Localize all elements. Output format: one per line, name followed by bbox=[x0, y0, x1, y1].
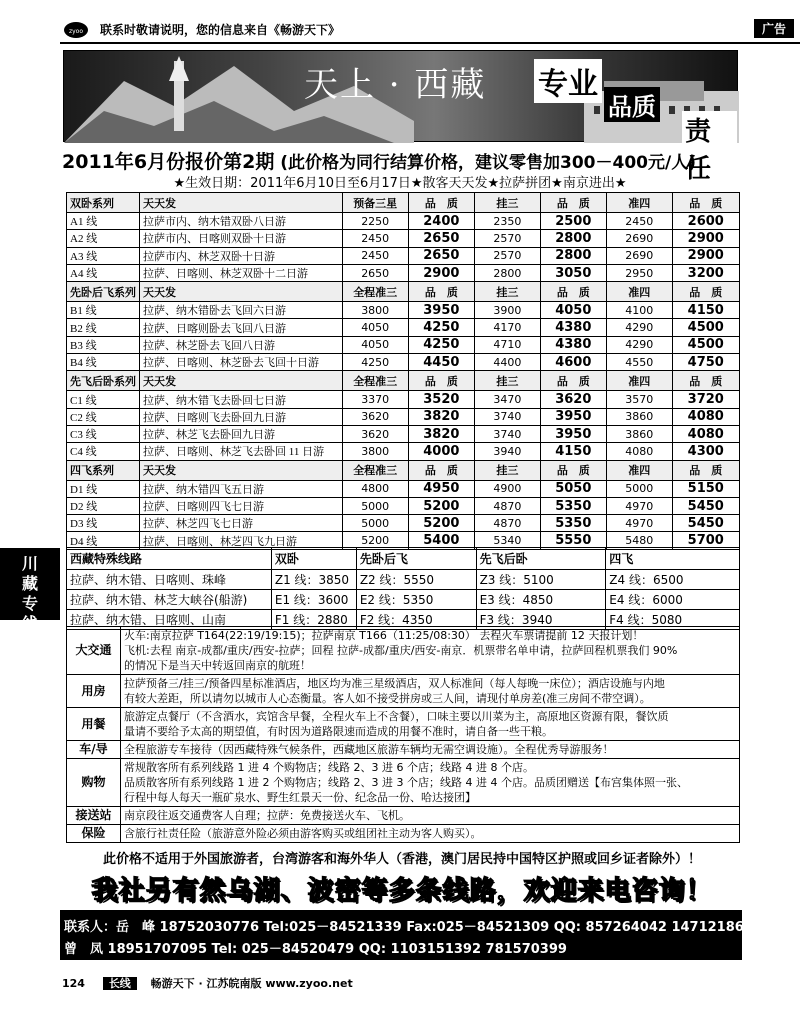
price-cell: 2600 bbox=[672, 213, 739, 230]
info-line: 行程中每人每天一瓶矿泉水、野生红景天一份、纪念品一份、哈达接团】 bbox=[124, 791, 476, 804]
price-cell: 2690 bbox=[607, 230, 672, 247]
price-cell: 4710 bbox=[475, 336, 540, 353]
price-cell: 4970 bbox=[607, 497, 672, 514]
table-header-row bbox=[67, 371, 740, 391]
travel-info-table bbox=[66, 626, 740, 843]
slogan-quality: 品质 bbox=[604, 87, 660, 122]
route-name: 拉萨、日喀则、林芝双卧十二日游 bbox=[140, 264, 343, 281]
section-tag: 长线 bbox=[103, 977, 137, 990]
info-line: 含旅行社责任险（旅游意外险必须由游客购买或组团社主动为客人购买）。 bbox=[124, 827, 482, 840]
info-label: 购物 bbox=[67, 759, 121, 807]
table-row bbox=[67, 391, 740, 408]
column-header: 挂三 bbox=[475, 460, 540, 480]
table-header-row bbox=[67, 548, 740, 570]
price-cell: F1 线：2880 bbox=[271, 610, 356, 630]
price-cell: 5000 bbox=[607, 480, 672, 497]
price-cell: 4290 bbox=[607, 336, 672, 353]
footer-text: 畅游天下 · 江苏皖南版 www.zyoo.net bbox=[150, 977, 353, 990]
price-cell: 2650 bbox=[408, 230, 475, 247]
series-name: 双卧系列 bbox=[67, 193, 140, 213]
side-char: 藏 bbox=[21, 574, 38, 593]
route-name: 拉萨、日喀则飞去卧回九日游 bbox=[140, 408, 343, 425]
price-cell: 4870 bbox=[475, 515, 540, 532]
route-name: 拉萨、纳木错飞去卧回七日游 bbox=[140, 391, 343, 408]
info-content bbox=[121, 807, 740, 825]
route-name: 拉萨、纳木错四飞五日游 bbox=[140, 480, 343, 497]
route-name: 拉萨、纳木错、日喀则、珠峰 bbox=[67, 570, 272, 590]
price-cell: 4250 bbox=[408, 336, 475, 353]
slogan-professional: 专业 bbox=[534, 59, 602, 103]
info-label: 车/导 bbox=[67, 741, 121, 759]
info-row bbox=[67, 759, 740, 807]
route-code: B3 线 bbox=[67, 336, 140, 353]
column-header: 准四 bbox=[607, 460, 672, 480]
info-line: 有较大差距，所以请勿以城市人心态衡量。客人如不接受拼房或三人间，请现付单房差(准三房间不带空调）。 bbox=[124, 692, 651, 705]
info-content bbox=[121, 627, 740, 675]
series-schedule: 天天发 bbox=[140, 460, 343, 480]
route-name: 拉萨市内、纳木错双卧八日游 bbox=[140, 213, 343, 230]
price-cell: 5200 bbox=[342, 532, 408, 549]
column-header: 挂三 bbox=[475, 193, 540, 213]
travel-logo-icon bbox=[62, 18, 90, 40]
price-cell: Z2 线：5550 bbox=[356, 570, 476, 590]
price-cell: 3950 bbox=[540, 425, 607, 442]
side-char: 线 bbox=[21, 614, 38, 633]
route-name: 拉萨、纳木错、林芝大峡谷(船游) bbox=[67, 590, 272, 610]
price-cell: 4970 bbox=[607, 515, 672, 532]
price-cell: 4750 bbox=[672, 354, 739, 371]
table-row bbox=[67, 354, 740, 371]
column-header: 挂三 bbox=[475, 371, 540, 391]
price-cell: 2900 bbox=[672, 230, 739, 247]
info-line: 南京段往返交通费客人自理；拉萨：免费接送火车、飞机。 bbox=[124, 809, 410, 822]
column-header: 品 质 bbox=[408, 371, 475, 391]
price-cell: 4550 bbox=[607, 354, 672, 371]
price-cell: 4500 bbox=[672, 336, 739, 353]
info-content bbox=[121, 759, 740, 807]
price-cell: 2350 bbox=[475, 213, 540, 230]
info-content bbox=[121, 675, 740, 708]
price-cell: 2950 bbox=[607, 264, 672, 281]
table-row bbox=[67, 213, 740, 230]
price-cell: E2 线：5350 bbox=[356, 590, 476, 610]
route-name: 拉萨、日喀则卧去飞回八日游 bbox=[140, 319, 343, 336]
price-cell: 4000 bbox=[408, 443, 475, 460]
info-row bbox=[67, 708, 740, 741]
info-label: 保险 bbox=[67, 825, 121, 843]
price-cell: 4050 bbox=[342, 336, 408, 353]
price-table bbox=[66, 192, 740, 550]
price-cell: 2650 bbox=[342, 264, 408, 281]
price-cell: 3370 bbox=[342, 391, 408, 408]
price-cell: 5550 bbox=[540, 532, 607, 549]
price-cell: 2450 bbox=[342, 230, 408, 247]
price-cell: 4380 bbox=[540, 319, 607, 336]
info-label: 用餐 bbox=[67, 708, 121, 741]
route-name: 拉萨、纳木错卧去飞回六日游 bbox=[140, 302, 343, 319]
price-cell: 2900 bbox=[672, 247, 739, 264]
price-cell: 3740 bbox=[475, 408, 540, 425]
info-content bbox=[121, 708, 740, 741]
column-header: 四飞 bbox=[606, 548, 740, 570]
ad-tag: 广告 bbox=[754, 19, 794, 38]
price-cell: 4800 bbox=[342, 480, 408, 497]
price-cell: 5450 bbox=[672, 497, 739, 514]
info-line: 的情况下是当天中转返回南京的航班！ bbox=[124, 659, 311, 672]
price-cell: 4600 bbox=[540, 354, 607, 371]
info-line: 量请不要给予太高的期望值，有时因为道路限速而造成的用餐不准时，请自备一些干粮。 bbox=[124, 725, 553, 738]
column-header: 全程准三 bbox=[342, 371, 408, 391]
route-code: D3 线 bbox=[67, 515, 140, 532]
price-cell: 2500 bbox=[540, 213, 607, 230]
route-name: 拉萨、林芝卧去飞回八日游 bbox=[140, 336, 343, 353]
table-row bbox=[67, 302, 740, 319]
price-cell: F4 线：5080 bbox=[606, 610, 740, 630]
series-name: 先卧后飞系列 bbox=[67, 282, 140, 302]
price-cell: 4150 bbox=[672, 302, 739, 319]
route-name: 拉萨、林芝飞去卧回九日游 bbox=[140, 425, 343, 442]
price-cell: E3 线：4850 bbox=[476, 590, 606, 610]
banner-title: 天上 · 西藏 bbox=[304, 65, 487, 105]
table-row bbox=[67, 480, 740, 497]
column-header: 品 质 bbox=[672, 282, 739, 302]
page-footer bbox=[62, 975, 742, 991]
price-cell: 4250 bbox=[408, 319, 475, 336]
price-cell: 4500 bbox=[672, 319, 739, 336]
column-header: 品 质 bbox=[672, 460, 739, 480]
column-header: 品 质 bbox=[408, 282, 475, 302]
price-cell: 4080 bbox=[607, 443, 672, 460]
info-row bbox=[67, 807, 740, 825]
price-cell: 3720 bbox=[672, 391, 739, 408]
price-cell: 5350 bbox=[540, 515, 607, 532]
price-cell: 5480 bbox=[607, 532, 672, 549]
table-header-row bbox=[67, 193, 740, 213]
column-header: 品 质 bbox=[540, 282, 607, 302]
column-header: 预备三星 bbox=[342, 193, 408, 213]
price-cell: 2800 bbox=[540, 230, 607, 247]
price-cell: E1 线：3600 bbox=[271, 590, 356, 610]
price-cell: 3620 bbox=[342, 408, 408, 425]
series-schedule: 天天发 bbox=[140, 193, 343, 213]
price-cell: 2650 bbox=[408, 247, 475, 264]
contact-box bbox=[60, 910, 762, 960]
series-name: 四飞系列 bbox=[67, 460, 140, 480]
route-code: C1 线 bbox=[67, 391, 140, 408]
price-cell: 2570 bbox=[475, 247, 540, 264]
column-header: 先卧后飞 bbox=[356, 548, 476, 570]
price-cell: 3900 bbox=[475, 302, 540, 319]
price-cell: 4250 bbox=[342, 354, 408, 371]
info-row bbox=[67, 627, 740, 675]
headline-main: 2011年6月份报价第2期 bbox=[62, 151, 275, 173]
route-name: 拉萨、林芝四飞七日游 bbox=[140, 515, 343, 532]
info-row bbox=[67, 825, 740, 843]
price-cell: 5400 bbox=[408, 532, 475, 549]
price-cell: 2400 bbox=[408, 213, 475, 230]
column-header: 品 质 bbox=[408, 460, 475, 480]
info-line: 品质散客所有系列线路 1 进 2 个购物店；线路 2、3 进 3 个店；线路 4 进 4 个店。品质团赠送【布宫集体照一张、 bbox=[124, 776, 688, 789]
price-cell: Z3 线：5100 bbox=[476, 570, 606, 590]
table-row bbox=[67, 515, 740, 532]
price-cell: 5000 bbox=[342, 497, 408, 514]
info-label: 用房 bbox=[67, 675, 121, 708]
price-cell: 2570 bbox=[475, 230, 540, 247]
special-routes-table bbox=[66, 547, 740, 630]
table-row bbox=[67, 425, 740, 442]
price-headline bbox=[62, 147, 742, 174]
price-cell: 4080 bbox=[672, 408, 739, 425]
info-label: 接送站 bbox=[67, 807, 121, 825]
price-cell: 2250 bbox=[342, 213, 408, 230]
route-name: 拉萨、日喀则、林芝飞去卧回 11 日游 bbox=[140, 443, 343, 460]
price-cell: 2450 bbox=[342, 247, 408, 264]
price-cell: 4050 bbox=[540, 302, 607, 319]
price-cell: E4 线：6000 bbox=[606, 590, 740, 610]
price-cell: 5350 bbox=[540, 497, 607, 514]
info-line: 旅游定点餐厅（不含酒水，宾馆含早餐，全程火车上不含餐），口味主要以川菜为主，高原地区资源有限，餐饮质 bbox=[124, 710, 669, 723]
column-header: 品 质 bbox=[540, 460, 607, 480]
price-cell: 4450 bbox=[408, 354, 475, 371]
price-cell: 3860 bbox=[607, 425, 672, 442]
route-code: D4 线 bbox=[67, 532, 140, 549]
price-cell: 2800 bbox=[475, 264, 540, 281]
table-row bbox=[67, 247, 740, 264]
price-cell: Z1 线：3850 bbox=[271, 570, 356, 590]
table-row bbox=[67, 497, 740, 514]
info-content bbox=[121, 741, 740, 759]
price-cell: 4870 bbox=[475, 497, 540, 514]
table-row bbox=[67, 336, 740, 353]
price-cell: Z4 线：6500 bbox=[606, 570, 740, 590]
contact-line-1: 联系人：岳 峰 18752030776 Tel:025－84521339 Fax:025－84521309 QQ: 857264042 1471218669 bbox=[64, 920, 762, 935]
table-row bbox=[67, 319, 740, 336]
price-cell: 3940 bbox=[475, 443, 540, 460]
price-cell: 4300 bbox=[672, 443, 739, 460]
promo-banner: 我社另有然乌湖、波密等多条线路，欢迎来电咨询！ bbox=[91, 876, 713, 906]
price-cell: 5050 bbox=[540, 480, 607, 497]
price-cell: 2690 bbox=[607, 247, 672, 264]
column-header: 品 质 bbox=[672, 193, 739, 213]
column-header: 准四 bbox=[607, 193, 672, 213]
route-code: C4 线 bbox=[67, 443, 140, 460]
column-header: 全程准三 bbox=[342, 460, 408, 480]
price-cell: 3740 bbox=[475, 425, 540, 442]
route-code: C2 线 bbox=[67, 408, 140, 425]
price-cell: 3050 bbox=[540, 264, 607, 281]
column-header: 准四 bbox=[607, 282, 672, 302]
info-line: 拉萨预备三/挂三/预备四星标准酒店，地区均为准三星级酒店，双人标准间（每人每晚一床位）；酒店设施与内地 bbox=[124, 677, 665, 690]
column-header: 先飞后卧 bbox=[476, 548, 606, 570]
table-row bbox=[67, 443, 740, 460]
price-cell: 3800 bbox=[342, 302, 408, 319]
price-cell: 3520 bbox=[408, 391, 475, 408]
price-cell: 2800 bbox=[540, 247, 607, 264]
column-header: 品 质 bbox=[408, 193, 475, 213]
route-name: 拉萨、日喀则四飞七日游 bbox=[140, 497, 343, 514]
price-cell: 5700 bbox=[672, 532, 739, 549]
table-row bbox=[67, 570, 740, 590]
price-cell: 4150 bbox=[540, 443, 607, 460]
series-name: 先飞后卧系列 bbox=[67, 371, 140, 391]
table-row bbox=[67, 590, 740, 610]
route-code: A3 线 bbox=[67, 247, 140, 264]
price-cell: 3820 bbox=[408, 425, 475, 442]
route-code: D2 线 bbox=[67, 497, 140, 514]
price-cell: 4900 bbox=[475, 480, 540, 497]
column-header: 西藏特殊线路 bbox=[67, 548, 272, 570]
side-char: 川 bbox=[21, 554, 38, 573]
series-schedule: 天天发 bbox=[140, 282, 343, 302]
table-row bbox=[67, 408, 740, 425]
source-note: 联系时敬请说明，您的信息来自《畅游天下》 bbox=[100, 23, 341, 37]
price-cell: 5340 bbox=[475, 532, 540, 549]
column-header: 双卧 bbox=[271, 548, 356, 570]
route-code: A1 线 bbox=[67, 213, 140, 230]
price-cell: 4080 bbox=[672, 425, 739, 442]
info-content bbox=[121, 825, 740, 843]
column-header: 准四 bbox=[607, 371, 672, 391]
top-bar bbox=[60, 18, 800, 44]
price-cell: 3570 bbox=[607, 391, 672, 408]
price-cell: 2450 bbox=[607, 213, 672, 230]
price-cell: 3860 bbox=[607, 408, 672, 425]
info-row bbox=[67, 675, 740, 708]
price-cell: 3800 bbox=[342, 443, 408, 460]
table-row bbox=[67, 264, 740, 281]
side-char: 专 bbox=[21, 594, 38, 613]
slogan-responsibility: 责任 bbox=[682, 111, 737, 185]
table-row bbox=[67, 230, 740, 247]
price-cell: 4290 bbox=[607, 319, 672, 336]
table-header-row bbox=[67, 460, 740, 480]
price-cell: 3950 bbox=[540, 408, 607, 425]
price-cell: F2 线：4350 bbox=[356, 610, 476, 630]
price-cell: 4380 bbox=[540, 336, 607, 353]
table-header-row bbox=[67, 282, 740, 302]
price-cell: 3820 bbox=[408, 408, 475, 425]
route-name: 拉萨、日喀则、林芝四飞九日游 bbox=[140, 532, 343, 549]
page-number: 124 bbox=[62, 977, 85, 990]
validity-line: ★生效日期：2011年6月10日至6月17日★散客天天发★拉萨拼团★南京进出★ bbox=[173, 176, 627, 191]
price-cell: 3470 bbox=[475, 391, 540, 408]
column-header: 全程准三 bbox=[342, 282, 408, 302]
column-header: 挂三 bbox=[475, 282, 540, 302]
price-cell: 5000 bbox=[342, 515, 408, 532]
route-name: 拉萨市内、林芝双卧十日游 bbox=[140, 247, 343, 264]
contact-line-2: 曾 凤 18951707095 Tel: 025－84520479 QQ: 1103151392 781570399 bbox=[64, 942, 567, 957]
price-cell: 4050 bbox=[342, 319, 408, 336]
info-row bbox=[67, 741, 740, 759]
price-cell: 4100 bbox=[607, 302, 672, 319]
price-cell: 4170 bbox=[475, 319, 540, 336]
route-code: C3 线 bbox=[67, 425, 140, 442]
route-code: B1 线 bbox=[67, 302, 140, 319]
price-cell: 5450 bbox=[672, 515, 739, 532]
price-cell: 3950 bbox=[408, 302, 475, 319]
info-line: 全程旅游专车接待（因西藏特殊气候条件，西藏地区旅游车辆均无需空调设施）。全程优秀导游服务！ bbox=[124, 743, 614, 756]
price-cell: 5150 bbox=[672, 480, 739, 497]
route-code: B4 线 bbox=[67, 354, 140, 371]
price-notice: 此价格不适用于外国旅游者，台湾游客和海外华人（香港，澳门居民持中国特区护照或回乡证者除外）！ bbox=[102, 852, 701, 867]
column-header: 品 质 bbox=[540, 371, 607, 391]
info-line: 常规散客所有系列线路 1 进 4 个购物店；线路 2、3 进 6 个店；线路 4 进 8 个店。 bbox=[124, 761, 534, 774]
info-line: 火车:南京拉萨 T164(22:19/19:15)；拉萨南京 T166（11:25/08:30） 去程火车票请提前 12 天报计划！ bbox=[124, 629, 644, 642]
side-section-label bbox=[0, 548, 60, 633]
price-cell: 4950 bbox=[408, 480, 475, 497]
route-name: 拉萨、日喀则、林芝卧去飞回十日游 bbox=[140, 354, 343, 371]
headline-sub: (此价格为同行结算价格，建议零售加300－400元/人) bbox=[280, 153, 696, 173]
column-header: 品 质 bbox=[540, 193, 607, 213]
info-label: 大交通 bbox=[67, 627, 121, 675]
route-code: A4 线 bbox=[67, 264, 140, 281]
price-cell: 5200 bbox=[408, 515, 475, 532]
price-cell: 4400 bbox=[475, 354, 540, 371]
price-cell: F3 线：3940 bbox=[476, 610, 606, 630]
svg-text:zyoo: zyoo bbox=[68, 28, 84, 35]
price-cell: 2900 bbox=[408, 264, 475, 281]
route-name: 拉萨、纳木错、日喀则、山南 bbox=[67, 610, 272, 630]
price-cell: 3620 bbox=[342, 425, 408, 442]
route-code: D1 线 bbox=[67, 480, 140, 497]
price-cell: 5200 bbox=[408, 497, 475, 514]
price-cell: 3620 bbox=[540, 391, 607, 408]
column-header: 品 质 bbox=[672, 371, 739, 391]
price-cell: 3200 bbox=[672, 264, 739, 281]
route-code: A2 线 bbox=[67, 230, 140, 247]
info-line: 飞机:去程 南京-成都/重庆/西安-拉萨；回程 拉萨-成都/重庆/西安-南京．机票带名单申请，拉萨回程机票我们 90% bbox=[124, 644, 678, 657]
route-code: B2 线 bbox=[67, 319, 140, 336]
series-schedule: 天天发 bbox=[140, 371, 343, 391]
route-name: 拉萨市内、日喀则双卧十日游 bbox=[140, 230, 343, 247]
